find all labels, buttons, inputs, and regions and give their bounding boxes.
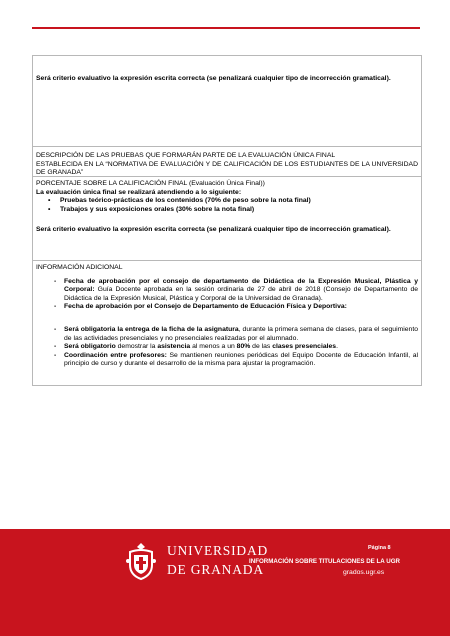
criterio-text: Será criterio evaluativo la expresión escrita correcta (se penalizará cualquier tipo de incorrección gramatical).	[36, 75, 391, 82]
list-item	[54, 326, 418, 343]
informacion-adicional-section	[33, 261, 421, 385]
page-number: Página 8	[368, 545, 391, 551]
criterio-section	[33, 56, 421, 147]
item-bold: Fecha de aprobación por el consejo de departamento de Didáctica de la Expresión Musical, Plástica y Corporal:	[64, 277, 418, 294]
item-text: , durante la primera semana de clases, para el seguimiento de las actividades presenciales y no presenciales realizadas por el alumnado.	[64, 325, 418, 342]
list-item	[54, 303, 418, 312]
list-item	[54, 278, 418, 304]
item-text: .	[336, 343, 338, 351]
item-bold: Fecha de aprobación por el Consejo de Departamento de Educación Física y Deportiva:	[64, 303, 347, 311]
description-line-2: ESTABLECIDA EN LA “NORMATIVA DE EVALUACIÓN Y DE CALIFICACIÓN DE LOS ESTUDIANTES DE LA UNIVERSIDAD DE GRANADA”	[36, 160, 418, 177]
item-bold: Coordinación entre profesores:	[64, 351, 167, 359]
item-bold: Será obligatoria la entrega de la ficha de la asignatura	[64, 325, 239, 333]
item-text: Guía Docente aprobada en la sesión ordinaria de 27 de abril de 2018 (Consejo de Departamento de Didáctica de la Expresión Musical, Plástica y Corporal de la Universidad de Granada).	[64, 286, 418, 302]
item-text: Se mantienen reuniones periódicas del Equipo Docente de Educación Infantil, al principio de curso y durante el desarrollo de la misma para ajustar la programación.	[64, 351, 419, 368]
grados-url-link[interactable]: grados.ugr.es	[343, 569, 385, 576]
item-text: de las	[250, 343, 273, 351]
porcentaje-criterio: Será criterio evaluativo la expresión escrita correcta (se penalizará cualquier tipo de incorrección gramatical).	[36, 226, 391, 234]
description-line-1: DESCRIPCIÓN DE LAS PRUEBAS QUE FORMARÁN PARTE DE LA EVALUACIÓN ÚNICA FINAL	[36, 152, 336, 159]
item-text: demostrar la	[115, 343, 158, 351]
evaluacion-unica-description	[33, 147, 421, 177]
porcentaje-intro: La evaluación única final se realizará atendiendo a lo siguiente:	[36, 188, 242, 196]
item-bold: Será obligatorio	[64, 343, 116, 351]
top-red-rule	[32, 27, 420, 29]
porcentaje-list	[36, 197, 418, 214]
list-item	[54, 343, 418, 352]
item-bold: 80%	[236, 343, 251, 351]
list-item: • Pruebas teórico-prácticas de los contenidos (70% de peso sobre la nota final)	[48, 197, 418, 206]
list-item: • Trabajos y sus exposiciones orales (30% sobre la nota final)	[48, 206, 418, 215]
informacion-heading: INFORMACIÓN ADICIONAL	[36, 264, 123, 271]
porcentaje-heading: PORCENTAJE SOBRE LA CALIFICACIÓN FINAL (Evaluación Única Final))	[36, 180, 265, 187]
informacion-list	[36, 278, 418, 369]
university-crest-icon	[124, 541, 158, 581]
list-item	[54, 352, 418, 369]
item-bold: clases presenciales	[272, 343, 337, 351]
titulaciones-info: INFORMACIÓN SOBRE TITULACIONES DE LA UGR	[249, 558, 401, 565]
guide-content-box	[32, 55, 422, 386]
university-name-line-2: DE GRANADA	[167, 562, 264, 577]
item-text: al menos a un	[190, 343, 237, 351]
footer-banner	[0, 529, 450, 636]
porcentaje-section	[33, 177, 421, 261]
item-bold: asistencia	[157, 343, 191, 351]
university-name-line-1: UNIVERSIDAD	[167, 543, 269, 558]
